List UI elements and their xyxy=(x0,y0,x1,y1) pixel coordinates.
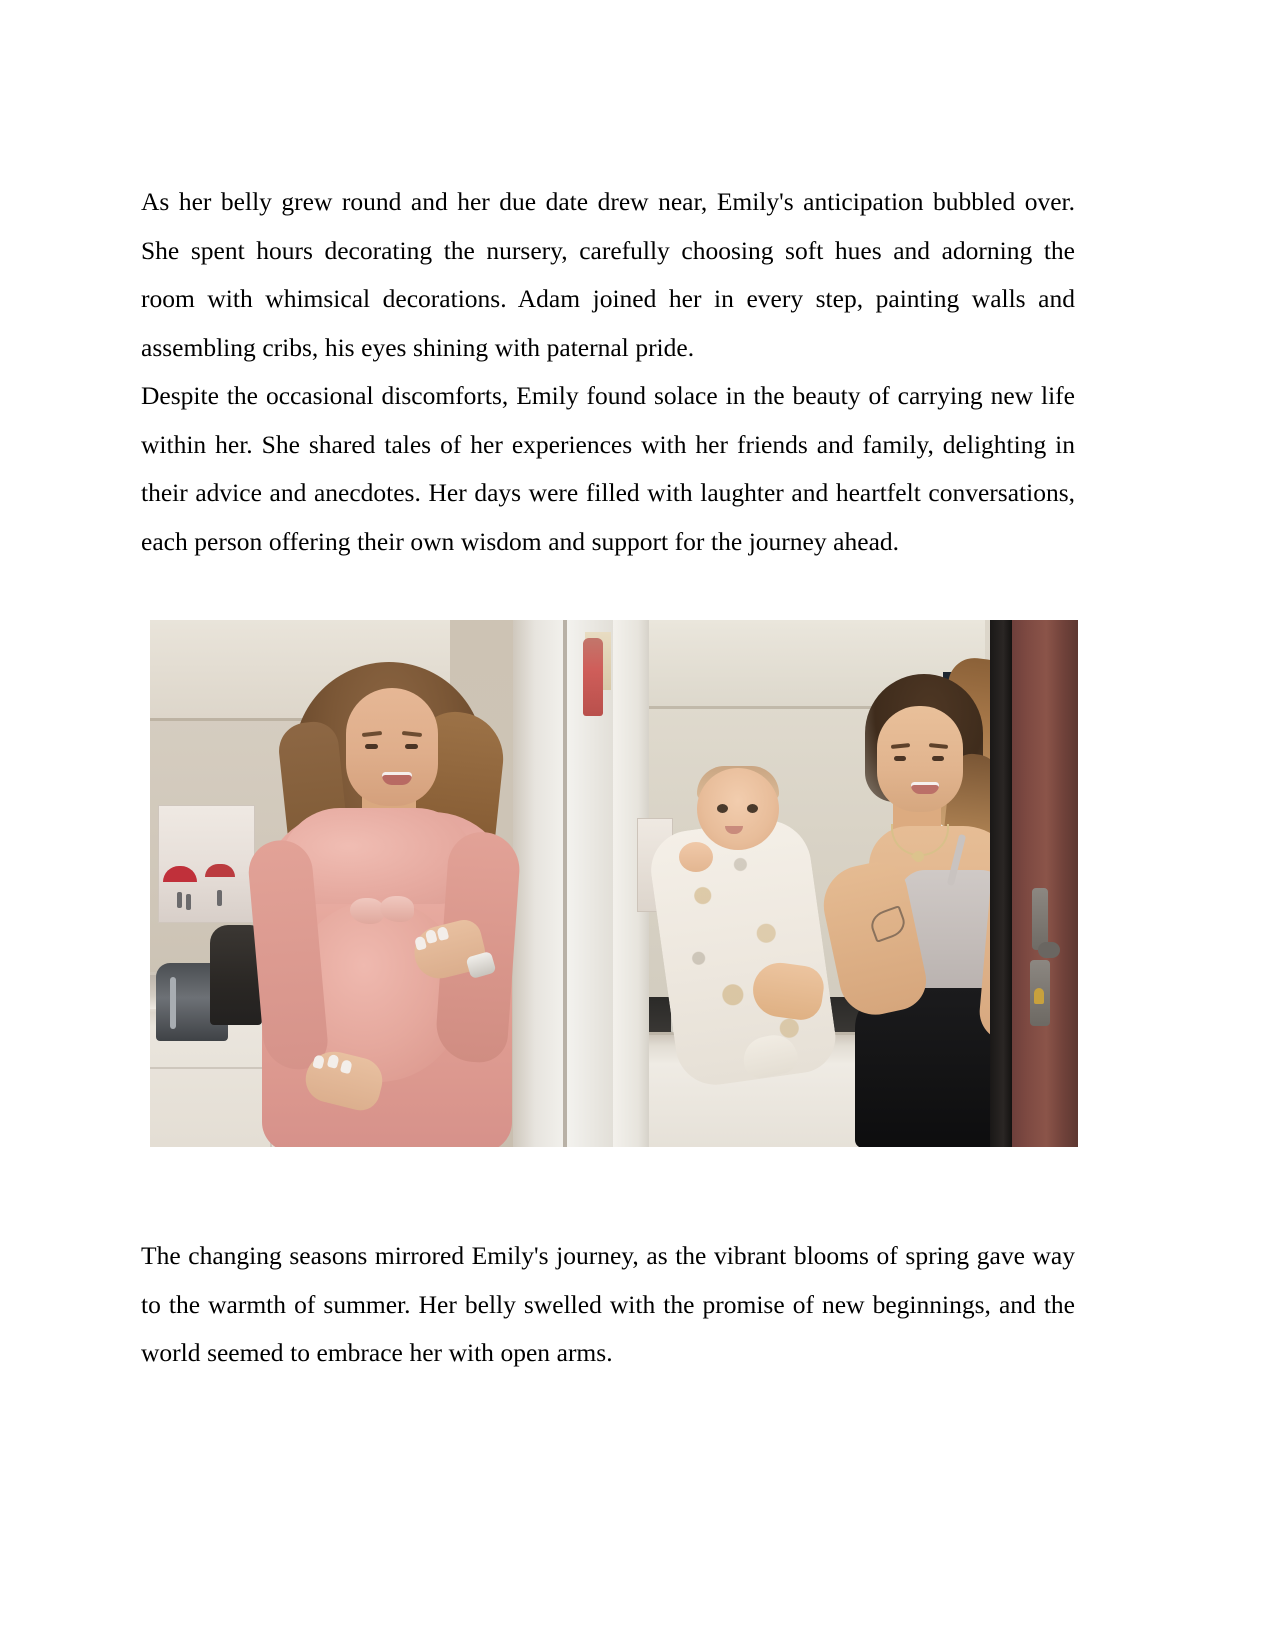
floral-onesie xyxy=(646,814,840,1090)
door-handle-upper xyxy=(1032,888,1048,950)
door-jamb xyxy=(990,620,1012,1147)
face xyxy=(877,706,963,812)
wall-painting xyxy=(158,805,255,923)
pregnant-woman xyxy=(246,662,538,1147)
paragraph-2: Despite the occasional discomforts, Emily found solace in the beauty of carrying new life within her. She shared tales of her experiences with her friends and family, delighting in their advice and anecdotes. Her days were filled with laughter and heartfelt conversations, each person offering their own wisdom and support for the journey ahead. xyxy=(141,381,1075,556)
document-body xyxy=(141,178,1075,566)
photo-postpartum-with-baby xyxy=(613,620,1078,1147)
door-lock-icon xyxy=(1034,988,1044,1004)
mouth xyxy=(382,772,412,785)
baby-head xyxy=(697,768,779,850)
photo-pregnancy xyxy=(150,620,613,1147)
paragraph-1: As her belly grew round and her due date drew near, Emily's anticipation bubbled over. She spent hours decorating the nursery, carefully choosing soft hues and adorning the room with whimsical decorations. Adam joined her in every step, painting walls and assembling cribs, his eyes shining with paternal pride. xyxy=(141,187,1075,362)
mouth xyxy=(911,782,939,794)
face xyxy=(346,688,438,806)
figure-photo-pair xyxy=(150,620,1078,1147)
document-body-lower xyxy=(141,1232,1075,1378)
dress-bow xyxy=(350,892,418,934)
wooden-door xyxy=(1012,620,1078,1147)
door-knob xyxy=(1038,942,1060,958)
sauce-bottle xyxy=(583,638,603,716)
refrigerator-edge xyxy=(563,620,567,1147)
paragraph-3: The changing seasons mirrored Emily's journey, as the vibrant blooms of spring gave way to the warmth of summer. Her belly swelled with the promise of new beginnings, and the world seemed to embrace her with open arms. xyxy=(141,1241,1075,1367)
baby-hand xyxy=(679,842,713,872)
baby xyxy=(649,768,829,1098)
